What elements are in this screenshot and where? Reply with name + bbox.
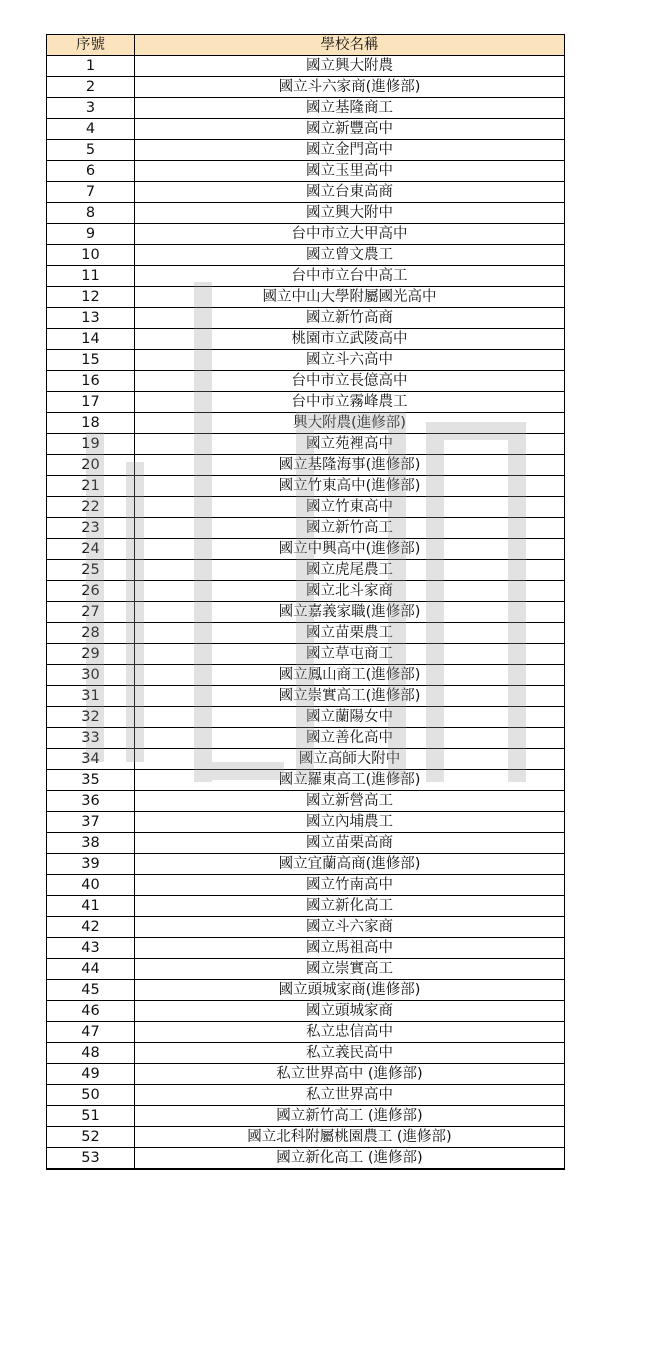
row-school-name: 台中市立長億高中 [135,371,565,392]
table-row [47,560,565,581]
row-number: 31 [47,686,135,707]
header-number: 序號 [47,35,135,56]
row-school-name: 興大附農(進修部) [135,413,565,434]
table-row [47,917,565,938]
row-number: 33 [47,728,135,749]
row-school-name: 國立竹南高中 [135,875,565,896]
row-number: 26 [47,581,135,602]
row-number: 32 [47,707,135,728]
table-row [47,434,565,455]
table-row [47,413,565,434]
row-school-name: 國立善化高中 [135,728,565,749]
row-school-name: 國立新化高工 (進修部) [135,1148,565,1170]
row-school-name: 國立基隆商工 [135,98,565,119]
table-row [47,644,565,665]
row-school-name: 國立北科附屬桃園農工 (進修部) [135,1127,565,1148]
row-number: 6 [47,161,135,182]
row-school-name: 國立金門高中 [135,140,565,161]
row-school-name: 國立竹東高中(進修部) [135,476,565,497]
table-row [47,707,565,728]
table-row [47,392,565,413]
row-school-name: 國立鳳山商工(進修部) [135,665,565,686]
row-number: 1 [47,56,135,77]
table-header [47,35,565,56]
row-number: 38 [47,833,135,854]
table-row [47,728,565,749]
row-school-name: 國立斗六家商 [135,917,565,938]
row-school-name: 國立羅東高工(進修部) [135,770,565,791]
row-number: 48 [47,1043,135,1064]
table-body [47,56,565,1170]
row-school-name: 國立台東高商 [135,182,565,203]
table-row [47,161,565,182]
row-number: 23 [47,518,135,539]
table-row [47,1148,565,1170]
table-row [47,287,565,308]
table-row [47,329,565,350]
row-school-name: 國立頭城家商 [135,1001,565,1022]
row-number: 12 [47,287,135,308]
table-row [47,56,565,77]
row-number: 29 [47,644,135,665]
row-school-name: 國立興大附中 [135,203,565,224]
row-school-name: 國立馬祖高中 [135,938,565,959]
row-school-name: 桃園市立武陵高中 [135,329,565,350]
table-row [47,686,565,707]
row-number: 2 [47,77,135,98]
table-row [47,476,565,497]
row-school-name: 國立北斗家商 [135,581,565,602]
row-number: 25 [47,560,135,581]
row-school-name: 國立內埔農工 [135,812,565,833]
row-number: 49 [47,1064,135,1085]
table-row [47,938,565,959]
row-number: 39 [47,854,135,875]
row-school-name: 國立斗六家商(進修部) [135,77,565,98]
row-number: 14 [47,329,135,350]
row-number: 40 [47,875,135,896]
row-school-name: 國立崇實高工(進修部) [135,686,565,707]
row-school-name: 國立曾文農工 [135,245,565,266]
row-number: 30 [47,665,135,686]
header-row [47,35,565,56]
row-school-name: 私立義民高中 [135,1043,565,1064]
table-row [47,854,565,875]
row-school-name: 國立新竹高工 (進修部) [135,1106,565,1127]
table-row [47,119,565,140]
table-row [47,77,565,98]
row-number: 20 [47,455,135,476]
row-number: 9 [47,224,135,245]
row-school-name: 國立虎尾農工 [135,560,565,581]
row-school-name: 台中市立台中高工 [135,266,565,287]
row-school-name: 國立新豐高中 [135,119,565,140]
row-number: 46 [47,1001,135,1022]
row-school-name: 國立高師大附中 [135,749,565,770]
row-number: 53 [47,1148,135,1170]
row-number: 21 [47,476,135,497]
row-school-name: 國立新化高工 [135,896,565,917]
table-row [47,497,565,518]
table-row [47,1001,565,1022]
row-number: 37 [47,812,135,833]
row-school-name: 國立蘭陽女中 [135,707,565,728]
row-number: 51 [47,1106,135,1127]
header-school-name: 學校名稱 [135,35,565,56]
row-number: 4 [47,119,135,140]
row-school-name: 國立中興高中(進修部) [135,539,565,560]
table-row [47,350,565,371]
row-school-name: 國立基隆海事(進修部) [135,455,565,476]
row-number: 13 [47,308,135,329]
row-number: 28 [47,623,135,644]
row-number: 24 [47,539,135,560]
row-number: 50 [47,1085,135,1106]
table-row [47,1106,565,1127]
table-row [47,371,565,392]
row-number: 19 [47,434,135,455]
row-school-name: 國立苗栗高商 [135,833,565,854]
table-row [47,203,565,224]
row-number: 41 [47,896,135,917]
row-number: 45 [47,980,135,1001]
row-number: 8 [47,203,135,224]
row-number: 11 [47,266,135,287]
row-number: 5 [47,140,135,161]
table-row [47,1043,565,1064]
row-school-name: 國立玉里高中 [135,161,565,182]
row-number: 42 [47,917,135,938]
row-number: 52 [47,1127,135,1148]
row-number: 27 [47,602,135,623]
row-school-name: 國立崇實高工 [135,959,565,980]
row-number: 16 [47,371,135,392]
table-row [47,224,565,245]
table-row [47,665,565,686]
row-school-name: 國立頭城家商(進修部) [135,980,565,1001]
table-row [47,266,565,287]
row-school-name: 國立竹東高中 [135,497,565,518]
table-row [47,539,565,560]
table-row [47,812,565,833]
row-school-name: 私立忠信高中 [135,1022,565,1043]
table-row [47,1064,565,1085]
row-number: 3 [47,98,135,119]
row-school-name: 國立興大附農 [135,56,565,77]
table-row [47,98,565,119]
table-row [47,602,565,623]
table-row [47,875,565,896]
table-row [47,455,565,476]
table-row [47,1127,565,1148]
table-row [47,896,565,917]
row-number: 34 [47,749,135,770]
row-number: 44 [47,959,135,980]
table-row [47,182,565,203]
table-row [47,980,565,1001]
row-school-name: 國立苗栗農工 [135,623,565,644]
table-row [47,791,565,812]
table-row [47,749,565,770]
row-school-name: 私立世界高中 [135,1085,565,1106]
table-row [47,245,565,266]
table-row [47,623,565,644]
table-row [47,518,565,539]
row-school-name: 台中市立大甲高中 [135,224,565,245]
row-number: 35 [47,770,135,791]
school-list-table [46,34,565,1170]
row-school-name: 私立世界高中 (進修部) [135,1064,565,1085]
row-school-name: 台中市立霧峰農工 [135,392,565,413]
row-school-name: 國立苑裡高中 [135,434,565,455]
row-number: 47 [47,1022,135,1043]
table-row [47,581,565,602]
table-row [47,308,565,329]
table-row [47,770,565,791]
row-school-name: 國立中山大學附屬國光高中 [135,287,565,308]
row-school-name: 國立草屯商工 [135,644,565,665]
row-school-name: 國立新竹高工 [135,518,565,539]
row-number: 36 [47,791,135,812]
table-row [47,959,565,980]
row-school-name: 國立斗六高中 [135,350,565,371]
table-row [47,140,565,161]
row-number: 17 [47,392,135,413]
table-row [47,833,565,854]
row-number: 7 [47,182,135,203]
table-row [47,1022,565,1043]
row-number: 15 [47,350,135,371]
row-number: 22 [47,497,135,518]
row-school-name: 國立新竹高商 [135,308,565,329]
row-school-name: 國立新營高工 [135,791,565,812]
row-number: 43 [47,938,135,959]
table-row [47,1085,565,1106]
row-number: 18 [47,413,135,434]
row-school-name: 國立宜蘭高商(進修部) [135,854,565,875]
row-number: 10 [47,245,135,266]
row-school-name: 國立嘉義家職(進修部) [135,602,565,623]
